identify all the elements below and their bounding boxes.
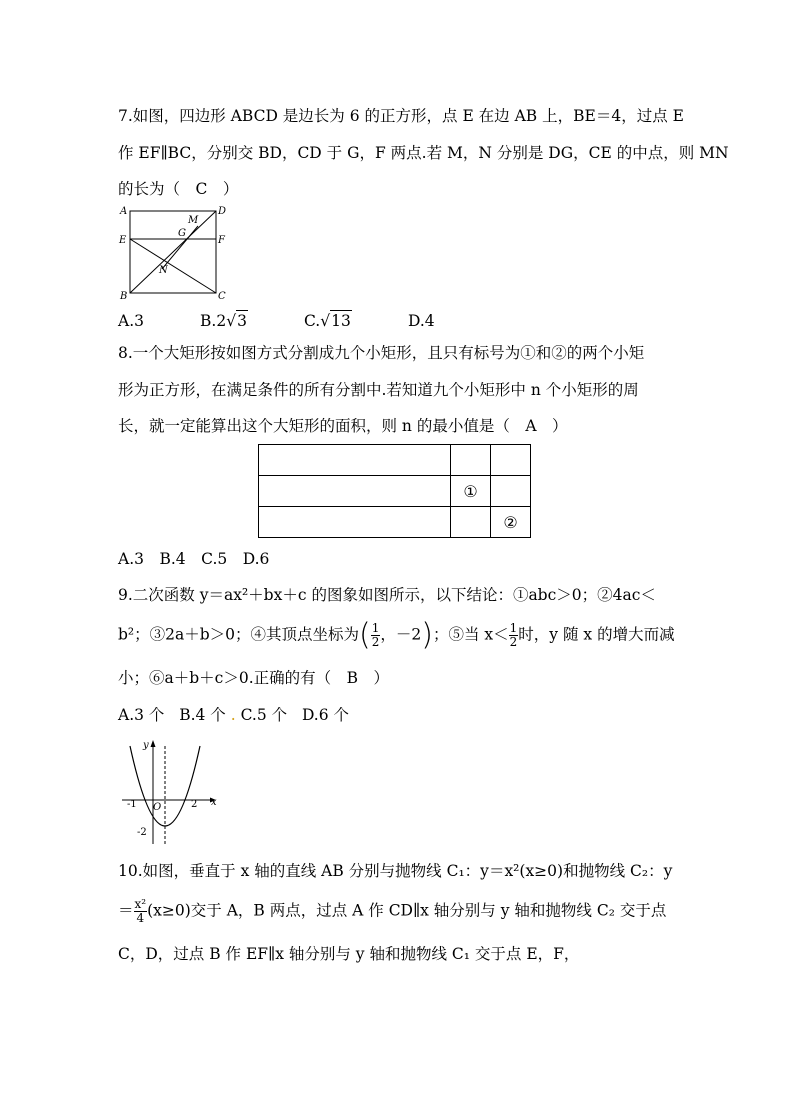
q9-options — [118, 705, 349, 725]
q7-line-1: 7.如图，四边形 ABCD 是边长为 6 的正方形，点 E 在边 AB 上，BE＝4，过点 E — [118, 107, 684, 125]
q9-fraction-half-2: $\frac{1}{2}$ — [509, 621, 518, 649]
q9-line-1: 9.二次函数 y＝ax²＋bx＋c 的图象如图所示，以下结论：①abc＞0；②4ac＜ — [118, 586, 656, 604]
q9-line-3: 小；⑥a＋b＋c＞0.正确的有（ B ） — [118, 669, 390, 687]
q7-line-3: 的长为（ C ） — [118, 180, 239, 198]
grid-cell — [451, 507, 491, 538]
q9-dot-mark: . — [230, 706, 236, 724]
q7-option-c: C.√13 — [304, 312, 351, 330]
grid-cell — [259, 507, 451, 538]
q9-label-origin: O — [153, 802, 162, 813]
q10-line-3: C，D，过点 B 作 EF∥x 轴分别与 y 轴和抛物线 C₁ 交于点 E，F， — [118, 945, 580, 963]
q8-line-3: 长，就一定能算出这个大矩形的面积，则 n 的最小值是（ A ） — [118, 417, 568, 435]
q7-option-b: B.2√3 — [200, 312, 247, 330]
q9-option-c: C.5 个 — [240, 706, 288, 724]
q7-label-A: A — [120, 206, 128, 217]
grid-cell — [491, 476, 531, 507]
q8-line-2: 形为正方形，在满足条件的所有分割中.若知道九个小矩形中 n 个小矩形的周 — [118, 381, 639, 399]
q10-line-2: ＝ $\frac{\text{x²}}{4}$ (x≥0)交于 A，B 两点，过点 A 作 CD∥x 轴分别与 y 轴和抛物线 C₂ 交于点 — [118, 897, 667, 925]
q7-label-C: C — [218, 291, 226, 302]
q7-label-N: N — [159, 265, 168, 276]
q9-fraction-half: $\frac{1}{2}$ — [371, 621, 380, 649]
q10-fraction: $\frac{\text{x²}}{4}$ — [134, 897, 147, 925]
q8-options: A.3 B.4 C.5 D.6 — [118, 550, 270, 568]
q7-label-G: G — [178, 228, 186, 239]
q7-label-F: F — [218, 235, 225, 246]
q9-line-2: b²；③2a＋b＞0；④其顶点坐标为( $\frac{1}{2}$ ，－2)；⑤当 x＜ $\frac{1}{2}$ 时，y 随 x 的增大而减 — [118, 617, 675, 653]
q8-rectangle-grid — [258, 444, 531, 538]
q9-option-b: B.4 个 — [179, 706, 226, 724]
q9-label-2: 2 — [191, 799, 198, 810]
grid-cell-square-1: ① — [451, 476, 491, 507]
grid-cell — [451, 445, 491, 476]
q9-label-x: x — [211, 797, 217, 808]
grid-cell — [259, 445, 451, 476]
q9-label-y: y — [143, 740, 149, 751]
q9-label-neg2: -2 — [137, 827, 147, 838]
q7-label-E: E — [119, 235, 127, 246]
q7-option-a: A.3 — [118, 312, 144, 330]
q9-parabola-figure — [116, 736, 226, 846]
q7-label-B: B — [120, 291, 128, 302]
q9-label-neg1: -1 — [127, 799, 137, 810]
q7-label-D: D — [218, 206, 227, 217]
q7-option-d: D.4 — [408, 312, 435, 330]
q9-option-a: A.3 个 — [118, 706, 165, 724]
q8-line-1: 8.一个大矩形按如图方式分割成九个小矩形，且只有标号为①和②的两个小矩 — [118, 344, 645, 362]
q7-line-2: 作 EF∥BC，分别交 BD，CD 于 G，F 两点.若 M，N 分别是 DG，CE 的中点，则 MN — [118, 144, 729, 162]
grid-cell — [259, 476, 451, 507]
q9-option-d: D.6 个 — [301, 706, 350, 724]
q7-label-M: M — [188, 215, 199, 226]
q7-square-figure — [112, 202, 232, 302]
grid-cell — [491, 445, 531, 476]
q10-line-1: 10.如图，垂直于 x 轴的直线 AB 分别与抛物线 C₁：y＝x²(x≥0)和抛物线 C₂：y — [118, 862, 673, 880]
grid-cell-square-2: ② — [491, 507, 531, 538]
q7-options — [118, 310, 435, 331]
